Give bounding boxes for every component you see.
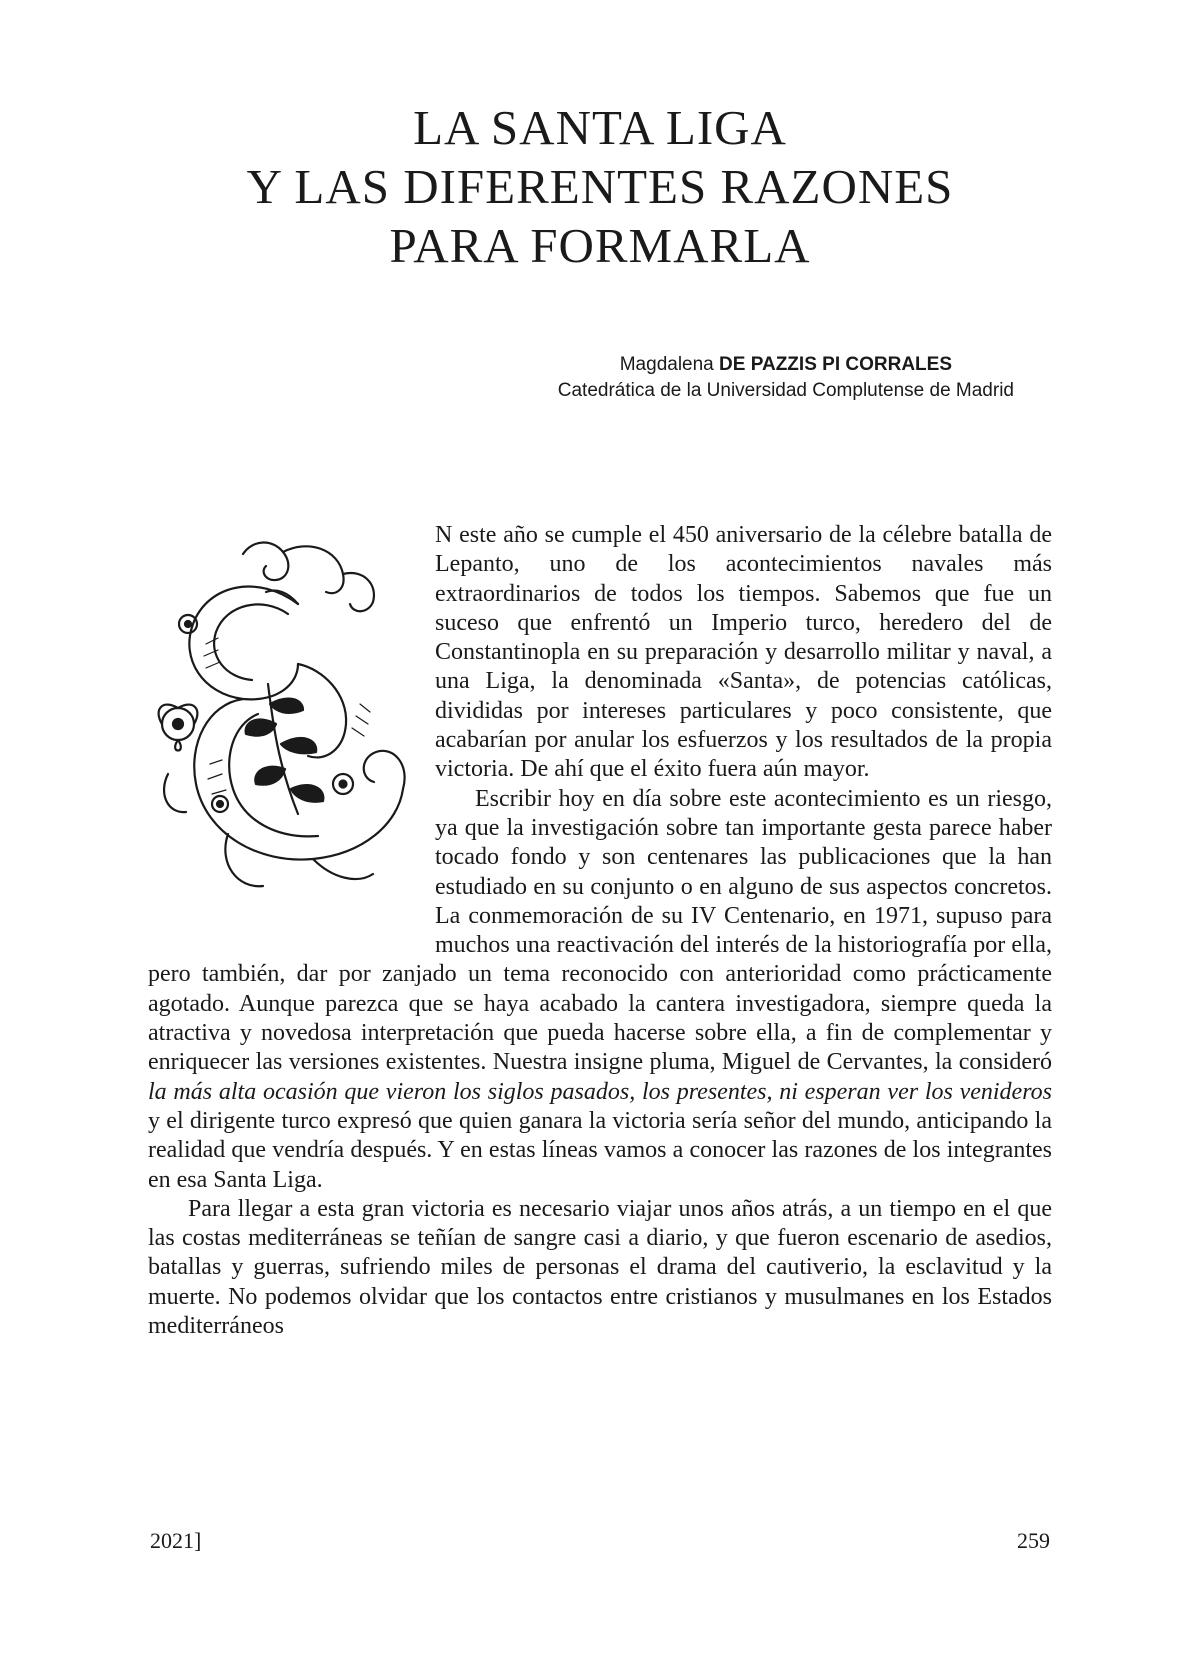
title-line-1: LA SANTA LIGA — [413, 100, 787, 155]
title-line-2: Y LAS DIFERENTES RAZONES — [246, 159, 954, 214]
paragraph-2-text-a: Escribir hoy en día sobre este acontecimiento es un riesgo, ya que la investigación sobre tan importante gesta parece haber tocado fondo y son centenares las publicaciones que la han estudiado en su conjunto o en alguno de sus aspectos concretos. La conmemoración de su IV Centenario, en 1971, supuso para muchos una reactivación del interés de la historiografía por ella, pero también, dar por zanjado un tema reconocido con anterioridad como prácticamente agotado. Aunque parezca que se haya acabado la cantera investigadora, siempre queda la atractiva y novedosa interpretación que pueda hacerse sobre ella, a fin de complementar y enriquecer las versiones existentes. Nuestra insigne pluma, Miguel de Cervantes, la consideró — [148, 785, 1052, 1076]
dropcap-spacer — [148, 521, 435, 933]
paragraph-2-text-b: y el dirigente turco expresó que quien ganara la victoria sería señor del mundo, anticipando la realidad que vendría después. Y en estas líneas vamos a conocer las razones de los integrantes en esa Santa Liga. — [148, 1107, 1052, 1193]
author-surname: DE PAZZIS PI CORRALES — [719, 354, 952, 375]
paragraph-3: Para llegar a esta gran victoria es necesario viajar unos años atrás, a un tiempo en el que las costas mediterráneas se teñían de sangre casi a diario, y que fueron escenario de asedios, batallas y guerras, sufriendo miles de personas el drama del cautiverio, la esclavitud y la muerte. No podemos olvidar que los contactos entre cristianos y musulmanes en los Estados mediterráneos — [148, 1195, 1052, 1340]
article-body — [148, 521, 1052, 1341]
author-name — [558, 352, 1014, 378]
author-block — [558, 352, 1014, 404]
paragraph-1: N este año se cumple el 450 aniversario de la célebre batalla de Lepanto, uno de los acontecimientos navales más extraordinarios de todos los tiempos. Sabemos que fue un suceso que enfrentó un Imperio turco, heredero del de Constantinopla en su preparación y desarrollo militar y naval, a una Liga, la denominada «Santa», de potencias católicas, divididas por intereses particulares y poco consistente, que acabarían por anular los esfuerzos y los resultados de la propia victoria. De ahí que el éxito fuera aún mayor. — [435, 522, 1052, 783]
article-title — [0, 98, 1200, 275]
cervantes-quote: la más alta ocasión que vieron los siglos pasados, los presentes, ni esperan ver los venideros — [148, 1078, 1052, 1105]
author-affiliation: Catedrática de la Universidad Complutense de Madrid — [557, 380, 1014, 401]
title-line-3: PARA FORMARLA — [389, 218, 811, 273]
footer-year: 2021] — [150, 1528, 202, 1553]
page-number: 259 — [1017, 1528, 1050, 1553]
author-first-name: Magdalena — [619, 354, 714, 375]
